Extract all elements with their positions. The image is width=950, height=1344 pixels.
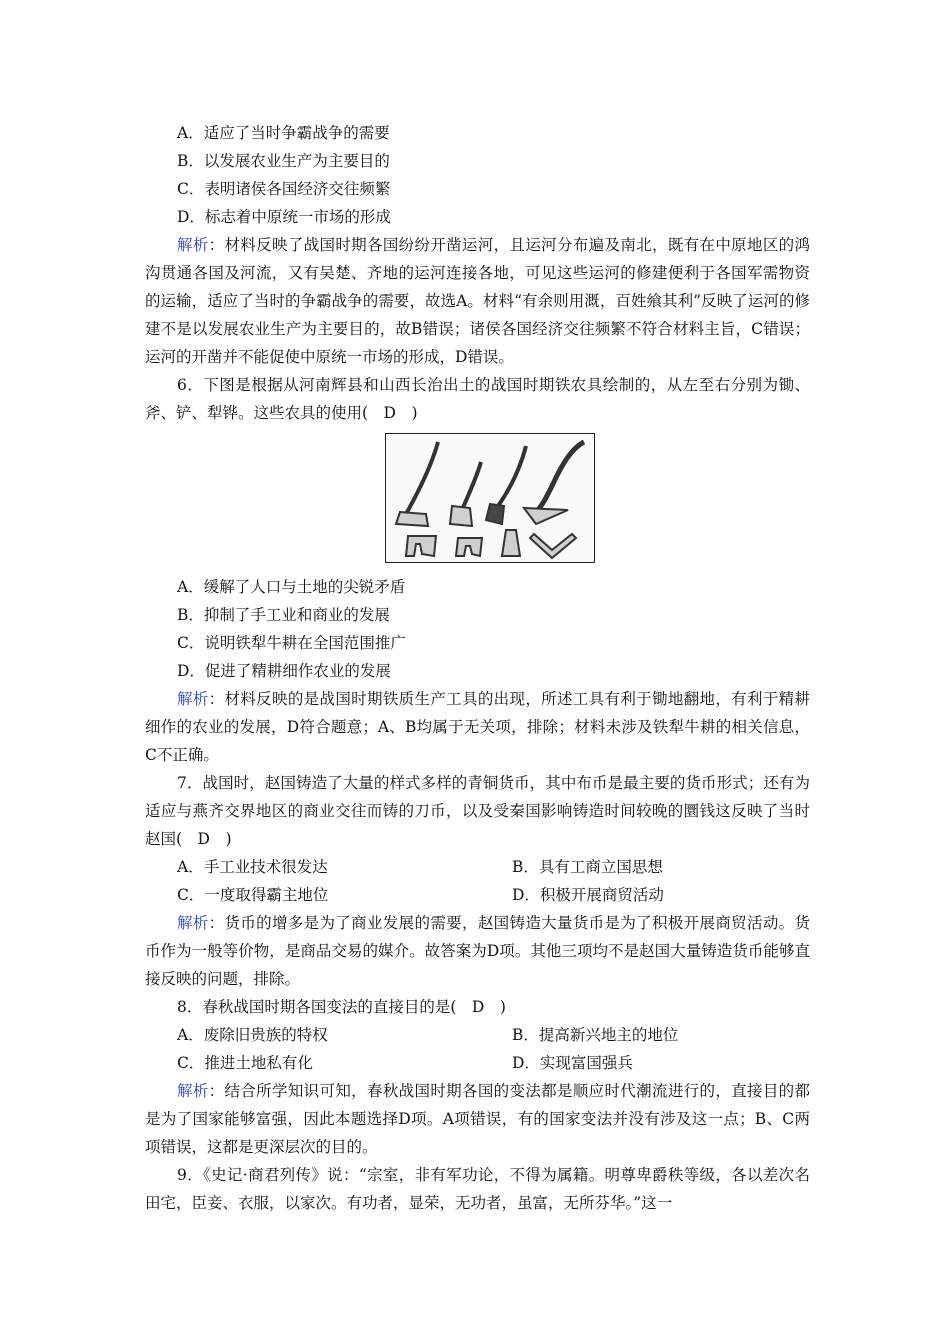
q5-option-d: D．标志着中原统一市场的形成 (177, 208, 391, 226)
q6-option-d: D．促进了精耕细作农业的发展 (177, 662, 391, 680)
q7-option-b: B．具有工商立国思想 (512, 858, 663, 876)
q6-option-a: A．缓解了人口与土地的尖锐矛盾 (177, 578, 406, 596)
q5-option-a: A．适应了当时争霸战争的需要 (177, 124, 390, 142)
q8-option-b: B．提高新兴地主的地位 (512, 1026, 679, 1044)
q5-option-b: B．以发展农业生产为主要目的 (177, 152, 390, 170)
axe-icon (450, 462, 481, 526)
q7-analysis-label: 解析 (177, 914, 209, 932)
q8-analysis-text: ：结合所学知识可知，春秋战国时期各国的变法都是顺应时代潮流进行的，直接目的都是为了国家能够富强，因此本题选择D项。A项错误，有的国家变法并没有涉及这一点；B、C两项错误，这都是更深层次的目的。 (145, 1082, 810, 1156)
q8-stem: 8．春秋战国时期各国变法的直接目的是( D ) (177, 998, 506, 1016)
q5-option-c: C．表明诸侯各国经济交往频繁 (177, 180, 391, 198)
iron-tools-figure (385, 433, 595, 563)
q7-analysis (145, 909, 810, 993)
q8-option-d: D．实现富国强兵 (512, 1054, 633, 1072)
hoe-icon (396, 442, 438, 526)
q7-option-c: C．一度取得霸主地位 (177, 886, 329, 904)
q7-analysis-text: ：货币的增多是为了商业发展的需要，赵国铸造大量货币是为了积极开展商贸活动。货币作为一般等价物，是商品交易的媒介。故答案为D项。其他三项均不是赵国大量铸造货币能够直接反映的问题，排除。 (145, 914, 810, 988)
q6-analysis (145, 685, 810, 769)
q6-stem: 6．下图是根据从河南辉县和山西长治出土的战国时期铁农具绘制的，从左至右分别为锄、斧、铲、犁铧。这些农具的使用( D ) (145, 376, 810, 422)
plowshare-icon (524, 442, 584, 524)
q5-analysis (145, 231, 810, 371)
q7-option-d: D．积极开展商贸活动 (512, 886, 664, 904)
q8-option-a: A．废除旧贵族的特权 (177, 1026, 328, 1044)
q5-analysis-label: 解析 (177, 236, 209, 254)
q6-analysis-label: 解析 (177, 690, 209, 708)
q6-analysis-text: ：材料反映的是战国时期铁质生产工具的出现，所述工具有利于锄地翻地，有利于精耕细作的农业的发展，D符合题意；A、B均属于无关项，排除；材料未涉及铁犁牛耕的相关信息，C不正确。 (145, 690, 810, 764)
q7-stem: 7．战国时，赵国铸造了大量的样式多样的青铜货币，其中布币是最主要的货币形式；还有为适应与燕齐交界地区的商业交往而铸的刀币，以及受秦国影响铸造时间较晚的圜钱这反映了当时赵国( D ) (145, 774, 810, 848)
spade-icon (486, 446, 526, 524)
q8-analysis-label: 解析 (177, 1082, 209, 1100)
q5-analysis-text: ：材料反映了战国时期各国纷纷开凿运河，且运河分布遍及南北，既有在中原地区的鸿沟贯通各国及河流，又有吴楚、齐地的运河连接各地，可见这些运河的修建便利于各国军需物资的运输，适应了当时的争霸战争的需要，故选A。材料“有余则用溉，百姓飨其利”反映了运河的修建不是以发展农业生产为主要目的，故B错误；诸侯各国经济交往频繁不符合材料主旨，C错误；运河的开凿并不能促使中原统一市场的形成，D错误。 (145, 236, 810, 366)
q6-option-b: B．抑制了手工业和商业的发展 (177, 606, 390, 624)
q9-stem: 9．《史记·商君列传》说：“宗室，非有军功论，不得为属籍。明尊卑爵秩等级，各以差次名田宅，臣妾、衣服，以家次。有功者，显荣，无功者，虽富，无所芬华。”这一 (145, 1166, 810, 1212)
iron-tools-illustration (386, 434, 593, 561)
q7-option-a: A．手工业技术很发达 (177, 858, 328, 876)
q8-option-c: C．推进土地私有化 (177, 1054, 313, 1072)
q8-analysis (145, 1077, 810, 1161)
q6-option-c: C．说明铁犁牛耕在全国范围推广 (177, 634, 406, 652)
